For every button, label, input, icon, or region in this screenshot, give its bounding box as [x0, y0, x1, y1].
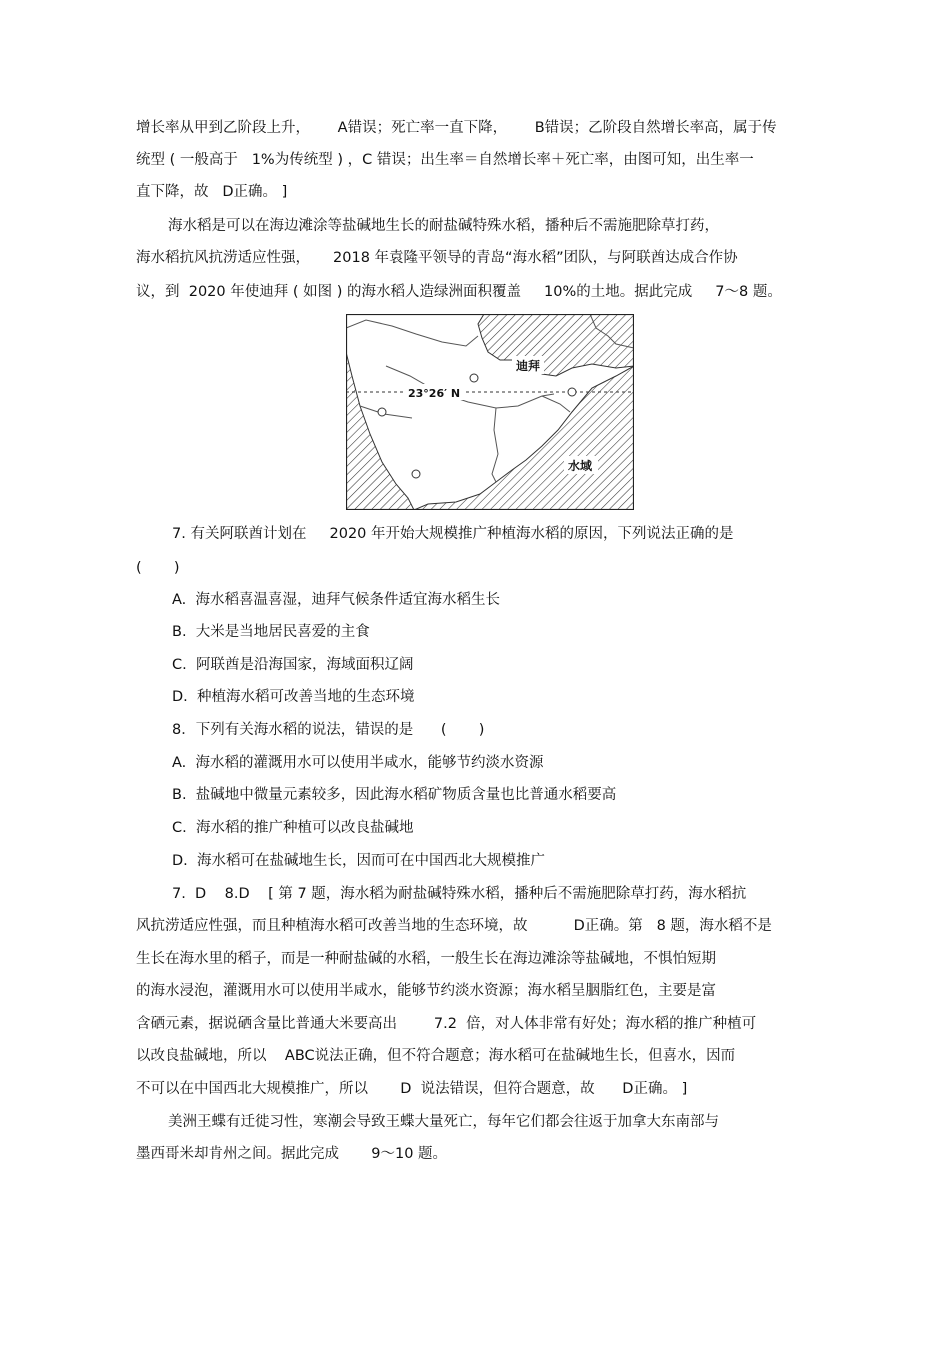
answer-line: 不可以在中国西北大规模推广，所以 D 说法错误，但符合题意，故 D正确。 ] — [136, 1081, 688, 1097]
answer-line: 含硒元素，据说硒含量比普通大米要高出 7.2 倍，对人体非常有好处；海水稻的推广种植可 — [136, 1016, 757, 1032]
question-8-stem: 8．下列有关海水稻的说法，错误的是 ( ) — [172, 722, 485, 738]
text-line: 海水稻是可以在海边滩涂等盐碱地生长的耐盐碱特殊水稻，播种后不需施肥除草打药， — [168, 218, 719, 234]
city-marker — [470, 374, 478, 382]
question-7-option-d: D. 种植海水稻可改善当地的生态环境 — [172, 689, 415, 705]
question-8-option-c: C. 海水稻的推广种植可以改良盐碱地 — [172, 820, 414, 836]
question-7-option-b: B. 大米是当地居民喜爱的主食 — [172, 624, 370, 640]
latitude-label: 23°26′ N — [408, 387, 461, 400]
question-7-option-c: C. 阿联酋是沿海国家，海域面积辽阔 — [172, 657, 414, 673]
water-label: 水域 — [568, 459, 593, 473]
text-line: 统型 ( 一般高于 1%为传统型 ) ，C 错误；出生率＝自然增长率＋死亡率，由图可知，出生率一 — [136, 152, 754, 168]
city-marker — [378, 408, 386, 416]
dubai-label: 迪拜 — [516, 359, 541, 373]
question-7-option-a: A. 海水稻喜温喜湿，迪拜气候条件适宜海水稻生长 — [172, 592, 500, 608]
dubai-map — [346, 314, 634, 510]
question-8-option-d: D. 海水稻可在盐碱地生长，因而可在中国西北大规模推广 — [172, 853, 545, 869]
text-line: 议，到 2020 年使迪拜 ( 如图 ) 的海水稻人造绿洲面积覆盖 10%的土地。据此完成 7～8 题。 — [136, 284, 782, 300]
answer-line: 风抗涝适应性强，而且种植海水稻可改善当地的生态环境，故 D正确。第 8 题，海水稻不是 — [136, 918, 772, 934]
text-line: 美洲王蝶有迁徙习性，寒潮会导致王蝶大量死亡，每年它们都会往返于加拿大东南部与 — [168, 1114, 719, 1130]
answer-line: 的海水浸泡，灌溉用水可以使用半咸水，能够节约淡水资源；海水稻呈胭脂红色，主要是富 — [136, 983, 716, 999]
text-line: 墨西哥米却肯州之间。据此完成 9～10 题。 — [136, 1146, 448, 1162]
answer-line: 以改良盐碱地，所以 ABC说法正确，但不符合题意；海水稻可在盐碱地生长，但喜水，因而 — [136, 1048, 736, 1064]
answer-line: 生长在海水里的稻子，而是一种耐盐碱的水稻，一般生长在海边滩涂等盐碱地，不惧怕短期 — [136, 951, 716, 967]
city-marker — [412, 470, 420, 478]
dubai-marker — [568, 388, 576, 396]
text-line: 直下降，故 D正确。 ] — [136, 184, 288, 200]
question-7-paren: ( ) — [136, 560, 180, 576]
text-line: 增长率从甲到乙阶段上升， A错误；死亡率一直下降， B错误；乙阶段自然增长率高，属于传 — [136, 120, 777, 136]
question-8-option-b: B. 盐碱地中微量元素较多，因此海水稻矿物质含量也比普通水稻要高 — [172, 787, 617, 803]
question-8-option-a: A. 海水稻的灌溉用水可以使用半咸水，能够节约淡水资源 — [172, 755, 544, 771]
answer-line: 7. D 8.D [ 第 7 题，海水稻为耐盐碱特殊水稻，播种后不需施肥除草打药，海水稻抗 — [172, 886, 747, 902]
question-7-stem: 7. 有关阿联酋计划在 2020 年开始大规模推广种植海水稻的原因，下列说法正确的是 — [172, 526, 734, 542]
text-line: 海水稻抗风抗涝适应性强， 2018 年袁隆平领导的青岛“海水稻”团队，与阿联酋达成合作协 — [136, 250, 738, 266]
